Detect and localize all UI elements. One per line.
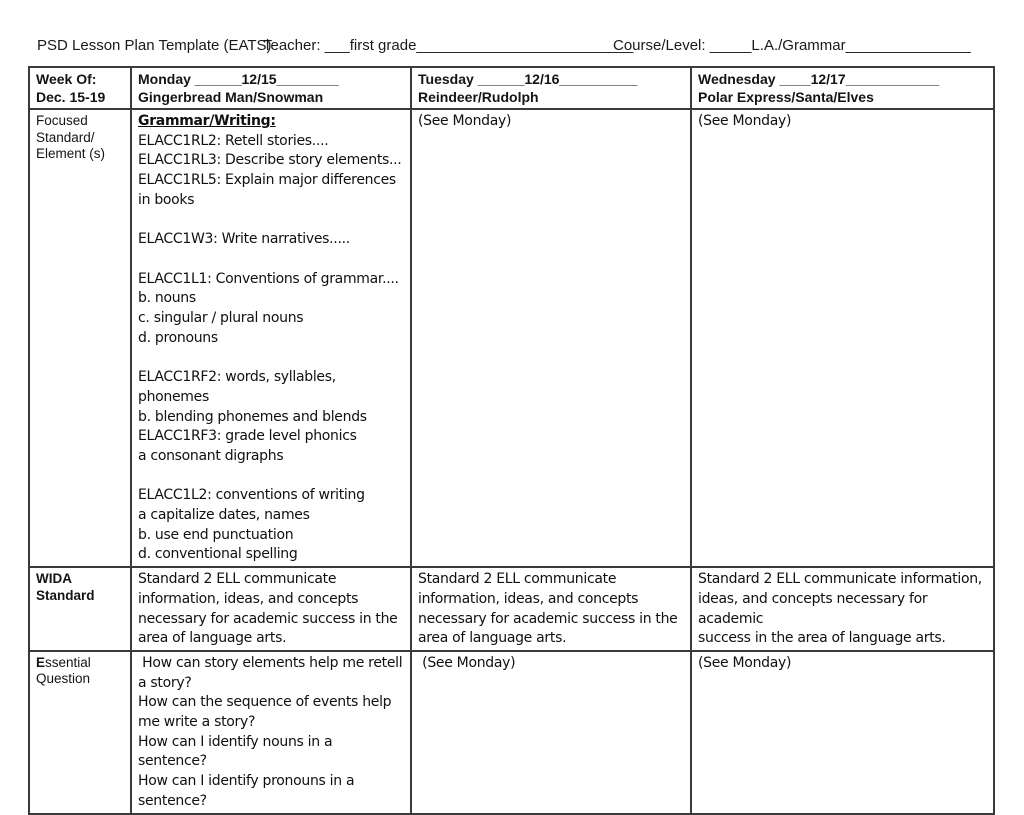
header-tuesday: Tuesday ______12/16__________ Reindeer/Rudolph <box>411 67 691 109</box>
essential-question-wednesday-cell <box>691 651 994 814</box>
wida-wednesday-cell: Standard 2 ELL communicate information, ideas, and concepts necessary for academic success in the area of language arts. <box>691 567 994 651</box>
focused-standard-row <box>29 109 994 567</box>
page-title: PSD Lesson Plan Template (EATS) <box>37 37 272 54</box>
focused-standard-monday-cell <box>131 109 411 567</box>
question-label-line: Question <box>36 671 91 687</box>
focused-standard-wednesday-cell <box>691 109 994 567</box>
header-wednesday: Wednesday ____12/17____________ Polar Express/Santa/Elves <box>691 67 994 109</box>
wida-monday-cell: Standard 2 ELL communicate information, ideas, and concepts necessary for academic success in the area of language arts. <box>131 567 411 651</box>
table-header-row <box>29 67 994 109</box>
focused-standard-monday-lines: ELACC1RL2: Retell stories.... ELACC1RL3: Describe story elements... ELACC1RL5: Explain major differences in books ELACC1W3: Write narratives..... ELACC1L1: Conventions of grammar.... b. nouns c. singular / plural nouns d. pronouns ELACC1RF2: words, syllables, phonemes b. blending phonemes and blends ELACC1RF3: grade level phonics a consonant digraphs ELACC1L2: conventions of writing a capitalize dates, names b. use end punctuation d. conventional spelling <box>138 132 402 563</box>
grammar-writing-heading: Grammar/Writing: <box>138 113 276 129</box>
essential-bold-letter: E <box>36 654 46 670</box>
see-monday-note: (See Monday) <box>698 113 792 129</box>
focused-standard-label: Focused Standard/ Element (s) <box>29 109 131 567</box>
see-monday-note: (See Monday) <box>418 113 512 129</box>
wida-standard-row <box>29 567 994 651</box>
header-week-of: Week Of: Dec. 15-19 <box>29 67 131 109</box>
teacher-field: Teacher: ___first grade__________________________ <box>263 37 634 54</box>
essential-question-label <box>29 651 131 814</box>
see-monday-note: (See Monday) <box>418 654 516 671</box>
wida-standard-label: WIDA Standard <box>29 567 131 651</box>
essential-question-tuesday-cell <box>411 651 691 814</box>
wida-tuesday-cell: Standard 2 ELL communicate information, ideas, and concepts necessary for academic success in the area of language arts. <box>411 567 691 651</box>
focused-standard-tuesday-cell <box>411 109 691 567</box>
essential-question-row <box>29 651 994 814</box>
see-monday-note: (See Monday) <box>698 654 792 671</box>
lesson-plan-table <box>28 66 995 815</box>
header-monday: Monday ______12/15________ Gingerbread Man/Snowman <box>131 67 411 109</box>
essential-question-monday-cell: How can story elements help me retell a story? How can the sequence of events help me write a story? How can I identify nouns in a sentence? How can I identify pronouns in a sentence? <box>131 651 411 814</box>
essential-rest: ssential <box>45 654 91 670</box>
course-level-field: Course/Level: _____L.A./Grammar_______________ <box>613 37 971 54</box>
